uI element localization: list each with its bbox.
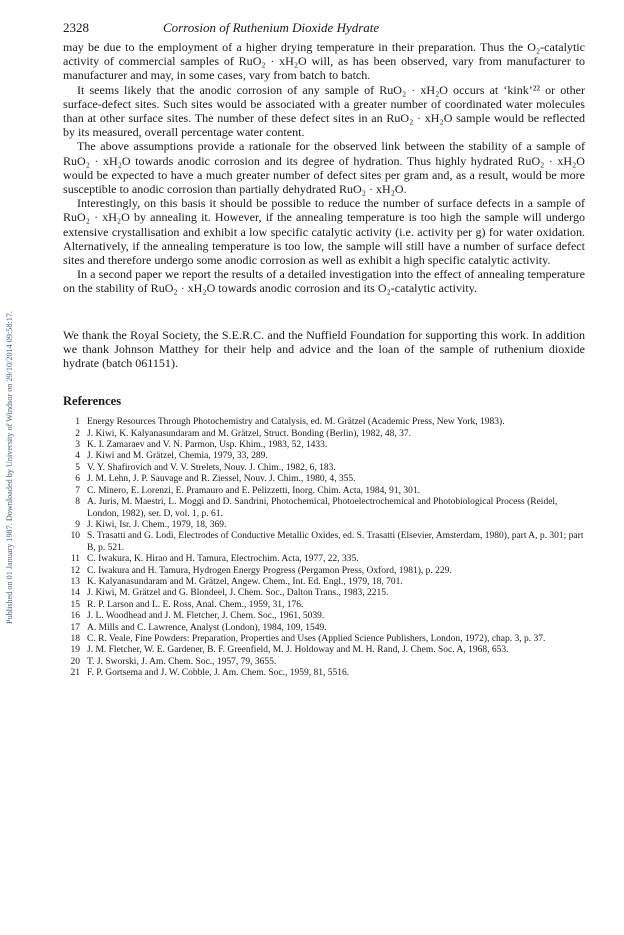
reference-text: C. Minero, E. Lorenzi, E. Pramauro and E. Pelizzetti, Inorg. Chim. Acta, 1984, 91, 301. bbox=[87, 485, 421, 496]
running-header bbox=[63, 20, 585, 36]
reference-number: 1 bbox=[75, 417, 80, 428]
reference-number: 15 bbox=[70, 599, 80, 610]
reference-item bbox=[63, 520, 585, 531]
reference-item bbox=[63, 440, 585, 451]
reference-number: 4 bbox=[75, 451, 80, 462]
reference-item bbox=[63, 429, 585, 440]
reference-item bbox=[63, 600, 585, 611]
publication-stamp-text: Published on 01 January 1987. Downloaded by University of Windsor on 29/10/2014 09:58:17. bbox=[4, 311, 14, 624]
reference-number: 8 bbox=[75, 497, 80, 508]
reference-text: J. Kiwi, M. Grätzel and G. Blondeel, J. Chem. Soc., Dalton Trans., 1983, 2215. bbox=[87, 588, 389, 599]
reference-item bbox=[63, 645, 585, 656]
reference-number: 3 bbox=[75, 440, 80, 451]
reference-text: C. Iwakura, K. Hirao and H. Tamura, Electrochim. Acta, 1977, 22, 335. bbox=[87, 554, 359, 565]
paragraph: In a second paper we report the results of a detailed investigation into the effect of annealing temperature on the stability of RuO₂ · xH₂O towards anodic corrosion and its O₂-catalytic activity. bbox=[63, 267, 585, 296]
reference-text: F. P. Gortsema and J. W. Cobble, J. Am. Chem. Soc., 1959, 81, 5516. bbox=[87, 668, 350, 679]
reference-number: 5 bbox=[75, 462, 80, 473]
reference-number: 21 bbox=[70, 668, 80, 679]
page bbox=[63, 20, 585, 680]
reference-number: 6 bbox=[75, 474, 80, 485]
reference-list bbox=[63, 417, 585, 679]
reference-item bbox=[63, 463, 585, 474]
reference-number: 2 bbox=[75, 428, 80, 439]
reference-number: 7 bbox=[75, 485, 80, 496]
paragraph: Interestingly, on this basis it should be possible to reduce the number of surface defects in a sample of RuO₂ · xH₂O by annealing it. However, if the annealing temperature is too high the sample will undergo extensive crystallisation and exhibit a low specific catalytic activity (i.e. activity per g) for water oxidation. Alternatively, if the annealing temperature is too low, the sample will still have a number of surface defect sites and therefore undergo some anodic corrosion as well as exhibit a high specific catalytic activity. bbox=[63, 196, 585, 268]
reference-item bbox=[63, 623, 585, 634]
reference-text: S. Trasatti and G. Lodi, Electrodes of Conductive Metallic Oxides, ed. S. Trasatti (Elsevier, Amsterdam, 1980), part A, p. 301; part B, p. 521. bbox=[87, 531, 584, 553]
paragraph: The above assumptions provide a rationale for the observed link between the stability of a sample of RuO₂ · xH₂O towards anodic corrosion and its degree of hydration. Thus highly hydrated RuO₂ · xH₂O would be expected to have a much greater number of defect sites per gram and, as a result, would be more susceptible to anodic corrosion than partially dehydrated RuO₂ · xH₂O. bbox=[63, 139, 585, 197]
references-heading: References bbox=[63, 394, 122, 409]
reference-number: 11 bbox=[70, 554, 80, 565]
reference-item bbox=[63, 451, 585, 462]
reference-item bbox=[63, 486, 585, 497]
reference-number: 12 bbox=[70, 565, 80, 576]
reference-number: 10 bbox=[70, 531, 80, 542]
reference-text: K. Kalyanasundaram and M. Grätzel, Angew. Chem., Int. Ed. Engl., 1979, 18, 701. bbox=[87, 576, 403, 587]
reference-text: V. Y. Shafirovich and V. V. Strelets, Nouv. J. Chim., 1982, 6, 183. bbox=[87, 462, 336, 473]
reference-number: 9 bbox=[75, 519, 80, 530]
publication-stamp bbox=[2, 0, 16, 935]
reference-item bbox=[63, 554, 585, 565]
paragraph: may be due to the employment of a higher drying temperature in their preparation. Thus the O₂-catalytic activity of commercial samples of RuO₂ · xH₂O will, as has been observed, vary from manufacturer to manufacturer and may, in some cases, vary from batch to batch. bbox=[63, 40, 585, 83]
reference-number: 20 bbox=[70, 656, 80, 667]
reference-number: 18 bbox=[70, 633, 80, 644]
reference-text: C. R. Veale, Fine Powders: Preparation, Properties and Uses (Applied Science Publishers, London, 1972), chap. 3, p. 37. bbox=[87, 633, 546, 644]
reference-item bbox=[63, 531, 585, 554]
reference-number: 14 bbox=[70, 588, 80, 599]
reference-text: K. I. Zamaraev and V. N. Parmon, Usp. Khim., 1983, 52, 1433. bbox=[87, 440, 328, 451]
reference-text: A. Juris, M. Maestri, L. Moggi and D. Sandrini, Photochemical, Photoelectrochemical and Photobiological Process (Reidel, London, 1982), ser. D, vol. 1, p. 61. bbox=[87, 497, 558, 519]
running-title: Corrosion of Ruthenium Dioxide Hydrate bbox=[163, 20, 380, 35]
reference-text: J. Kiwi, Isr. J. Chem., 1979, 18, 369. bbox=[87, 519, 227, 530]
reference-item bbox=[63, 417, 585, 428]
page-number: 2328 bbox=[63, 20, 89, 35]
reference-item bbox=[63, 577, 585, 588]
reference-item bbox=[63, 611, 585, 622]
paragraph: It seems likely that the anodic corrosion of any sample of RuO₂ · xH₂O occurs at ‘kink’²² or other surface-defect sites. Such sites would be associated with a greater number of coordinated water molecules than at other surface sites. The number of these defect sites in an RuO₂ · xH₂O sample would be reflected by its measured, overall percentage water content. bbox=[63, 82, 585, 140]
reference-number: 16 bbox=[70, 611, 80, 622]
reference-item bbox=[63, 588, 585, 599]
reference-number: 19 bbox=[70, 645, 80, 656]
reference-text: J. L. Woodhead and J. M. Fletcher, J. Chem. Soc., 1961, 5039. bbox=[87, 611, 325, 622]
reference-text: Energy Resources Through Photochemistry and Catalysis, ed. M. Grätzel (Academic Press, New York, 1983). bbox=[87, 417, 505, 428]
reference-text: C. Iwakura and H. Tamura, Hydrogen Energy Progress (Pergamon Press, Oxford, 1981), p. 229. bbox=[87, 565, 452, 576]
reference-text: R. P. Larson and L. E. Ross, Anal. Chem., 1959, 31, 176. bbox=[87, 599, 304, 610]
reference-text: A. Mills and C. Lawrence, Analyst (London), 1984, 109, 1549. bbox=[87, 622, 327, 633]
reference-item bbox=[63, 668, 585, 679]
reference-item bbox=[63, 474, 585, 485]
reference-text: J. M. Fletcher, W. E. Gardener, B. F. Greenfield, M. J. Holdoway and M. H. Rand, J. Chem. Soc. A, 1968, 653. bbox=[87, 645, 509, 656]
reference-item bbox=[63, 497, 585, 520]
reference-item bbox=[63, 566, 585, 577]
reference-text: J. Kiwi and M. Grätzel, Chemia, 1979, 33, 289. bbox=[87, 451, 268, 462]
reference-number: 13 bbox=[70, 576, 80, 587]
acknowledgement: We thank the Royal Society, the S.E.R.C. and the Nuffield Foundation for supporting this work. In addition we thank Johnson Matthey for their help and advice and the loan of the sample of ruthenium dioxide hydrate (batch 061151). bbox=[63, 327, 585, 371]
reference-text: J. Kiwi, K. Kalyanasundaram and M. Grätzel, Struct. Bonding (Berlin), 1982, 48, 37. bbox=[87, 428, 411, 439]
reference-item bbox=[63, 657, 585, 668]
reference-text: T. J. Sworski, J. Am. Chem. Soc., 1957, 79, 3655. bbox=[87, 656, 277, 667]
reference-item bbox=[63, 634, 585, 645]
reference-number: 17 bbox=[70, 622, 80, 633]
reference-text: J. M. Lehn, J. P. Sauvage and R. Ziessel, Nouv. J. Chim., 1980, 4, 355. bbox=[87, 474, 356, 485]
